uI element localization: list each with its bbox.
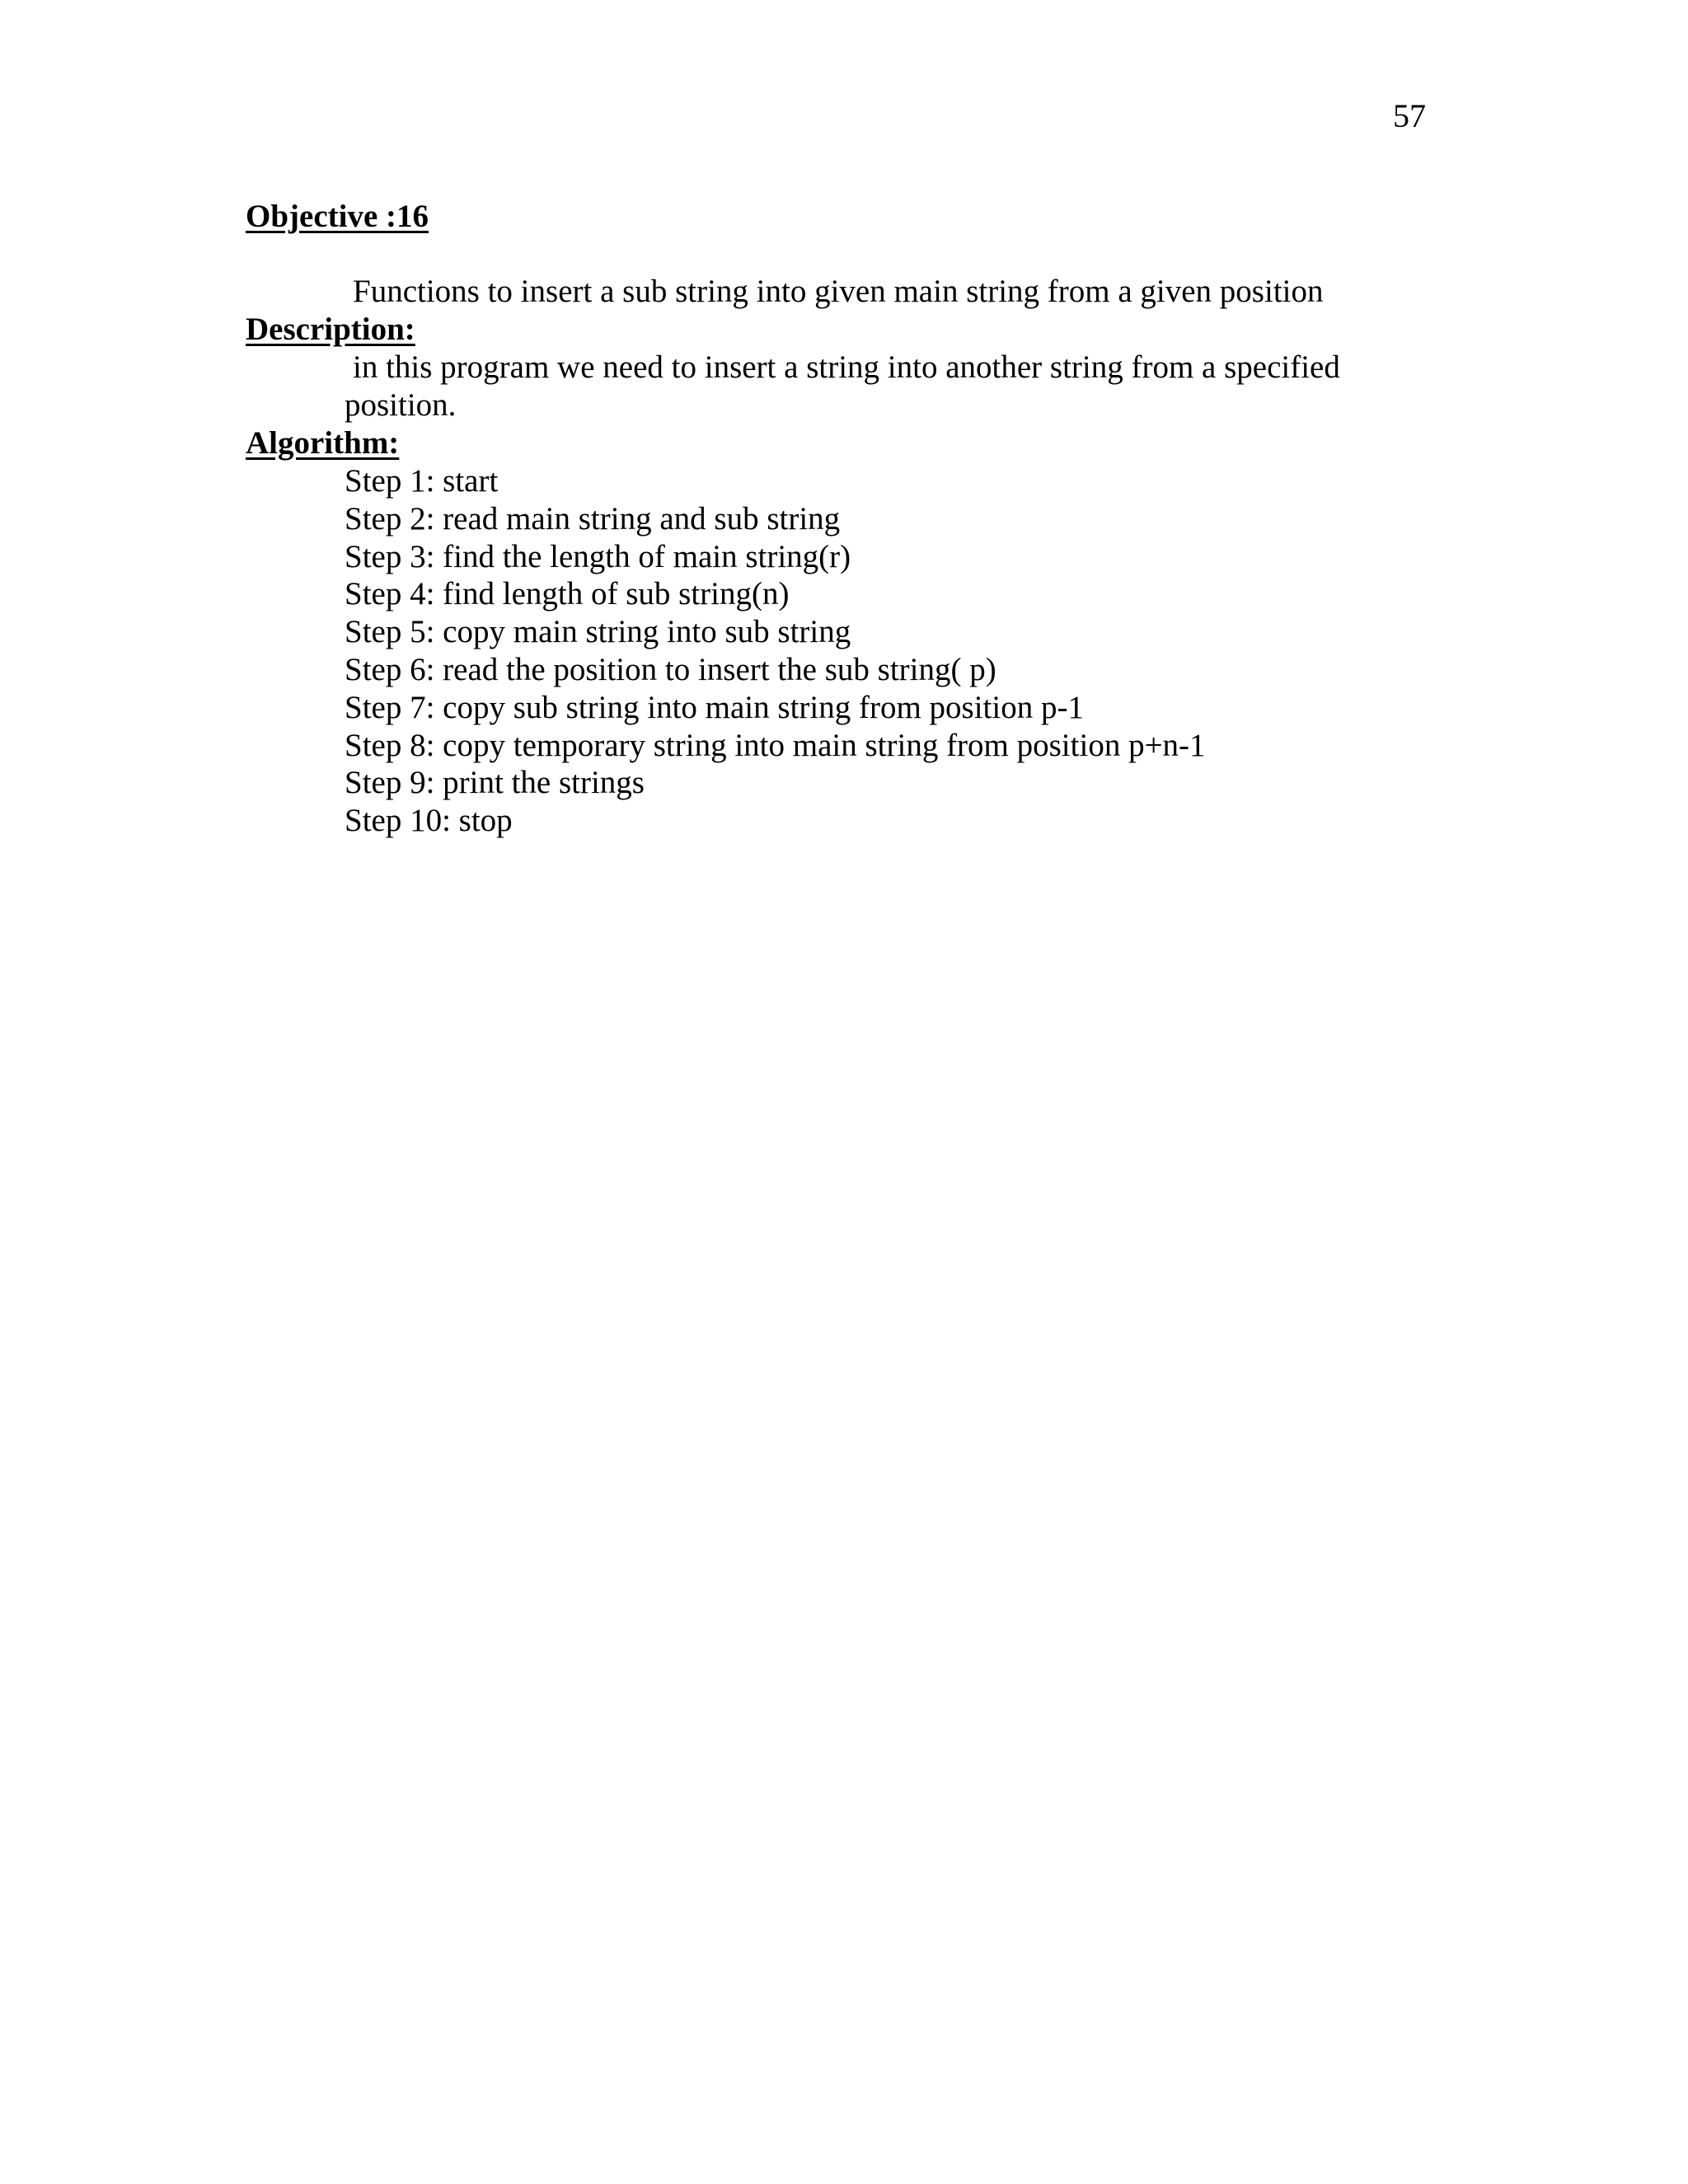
algorithm-steps-list <box>345 462 1206 840</box>
description-text-line-2: position. <box>345 387 457 423</box>
algorithm-step-6: Step 6: read the position to insert the sub string( p) <box>345 651 996 687</box>
algorithm-step-4: Step 4: find length of sub string(n) <box>345 576 790 612</box>
algorithm-step-5: Step 5: copy main string into sub string <box>345 614 851 650</box>
algorithm-step-8: Step 8: copy temporary string into main string from position p+n-1 <box>345 727 1206 763</box>
page-number: 57 <box>1393 97 1426 134</box>
algorithm-step-2: Step 2: read main string and sub string <box>345 500 841 537</box>
objective-text: Functions to insert a sub string into given main string from a given position <box>353 274 1324 309</box>
algorithm-step-7: Step 7: copy sub string into main string from position p-1 <box>345 689 1084 725</box>
algorithm-step-9: Step 9: print the strings <box>345 765 645 801</box>
algorithm-step-1: Step 1: start <box>345 463 499 499</box>
description-heading: Description: <box>246 312 415 347</box>
algorithm-heading: Algorithm: <box>246 425 400 461</box>
objective-heading: Objective :16 <box>246 199 429 234</box>
algorithm-step-3: Step 3: find the length of main string(r) <box>345 538 851 574</box>
description-text-line-1: in this program we need to insert a string into another string from a specified <box>353 349 1340 385</box>
algorithm-step-10: Step 10: stop <box>345 803 513 839</box>
